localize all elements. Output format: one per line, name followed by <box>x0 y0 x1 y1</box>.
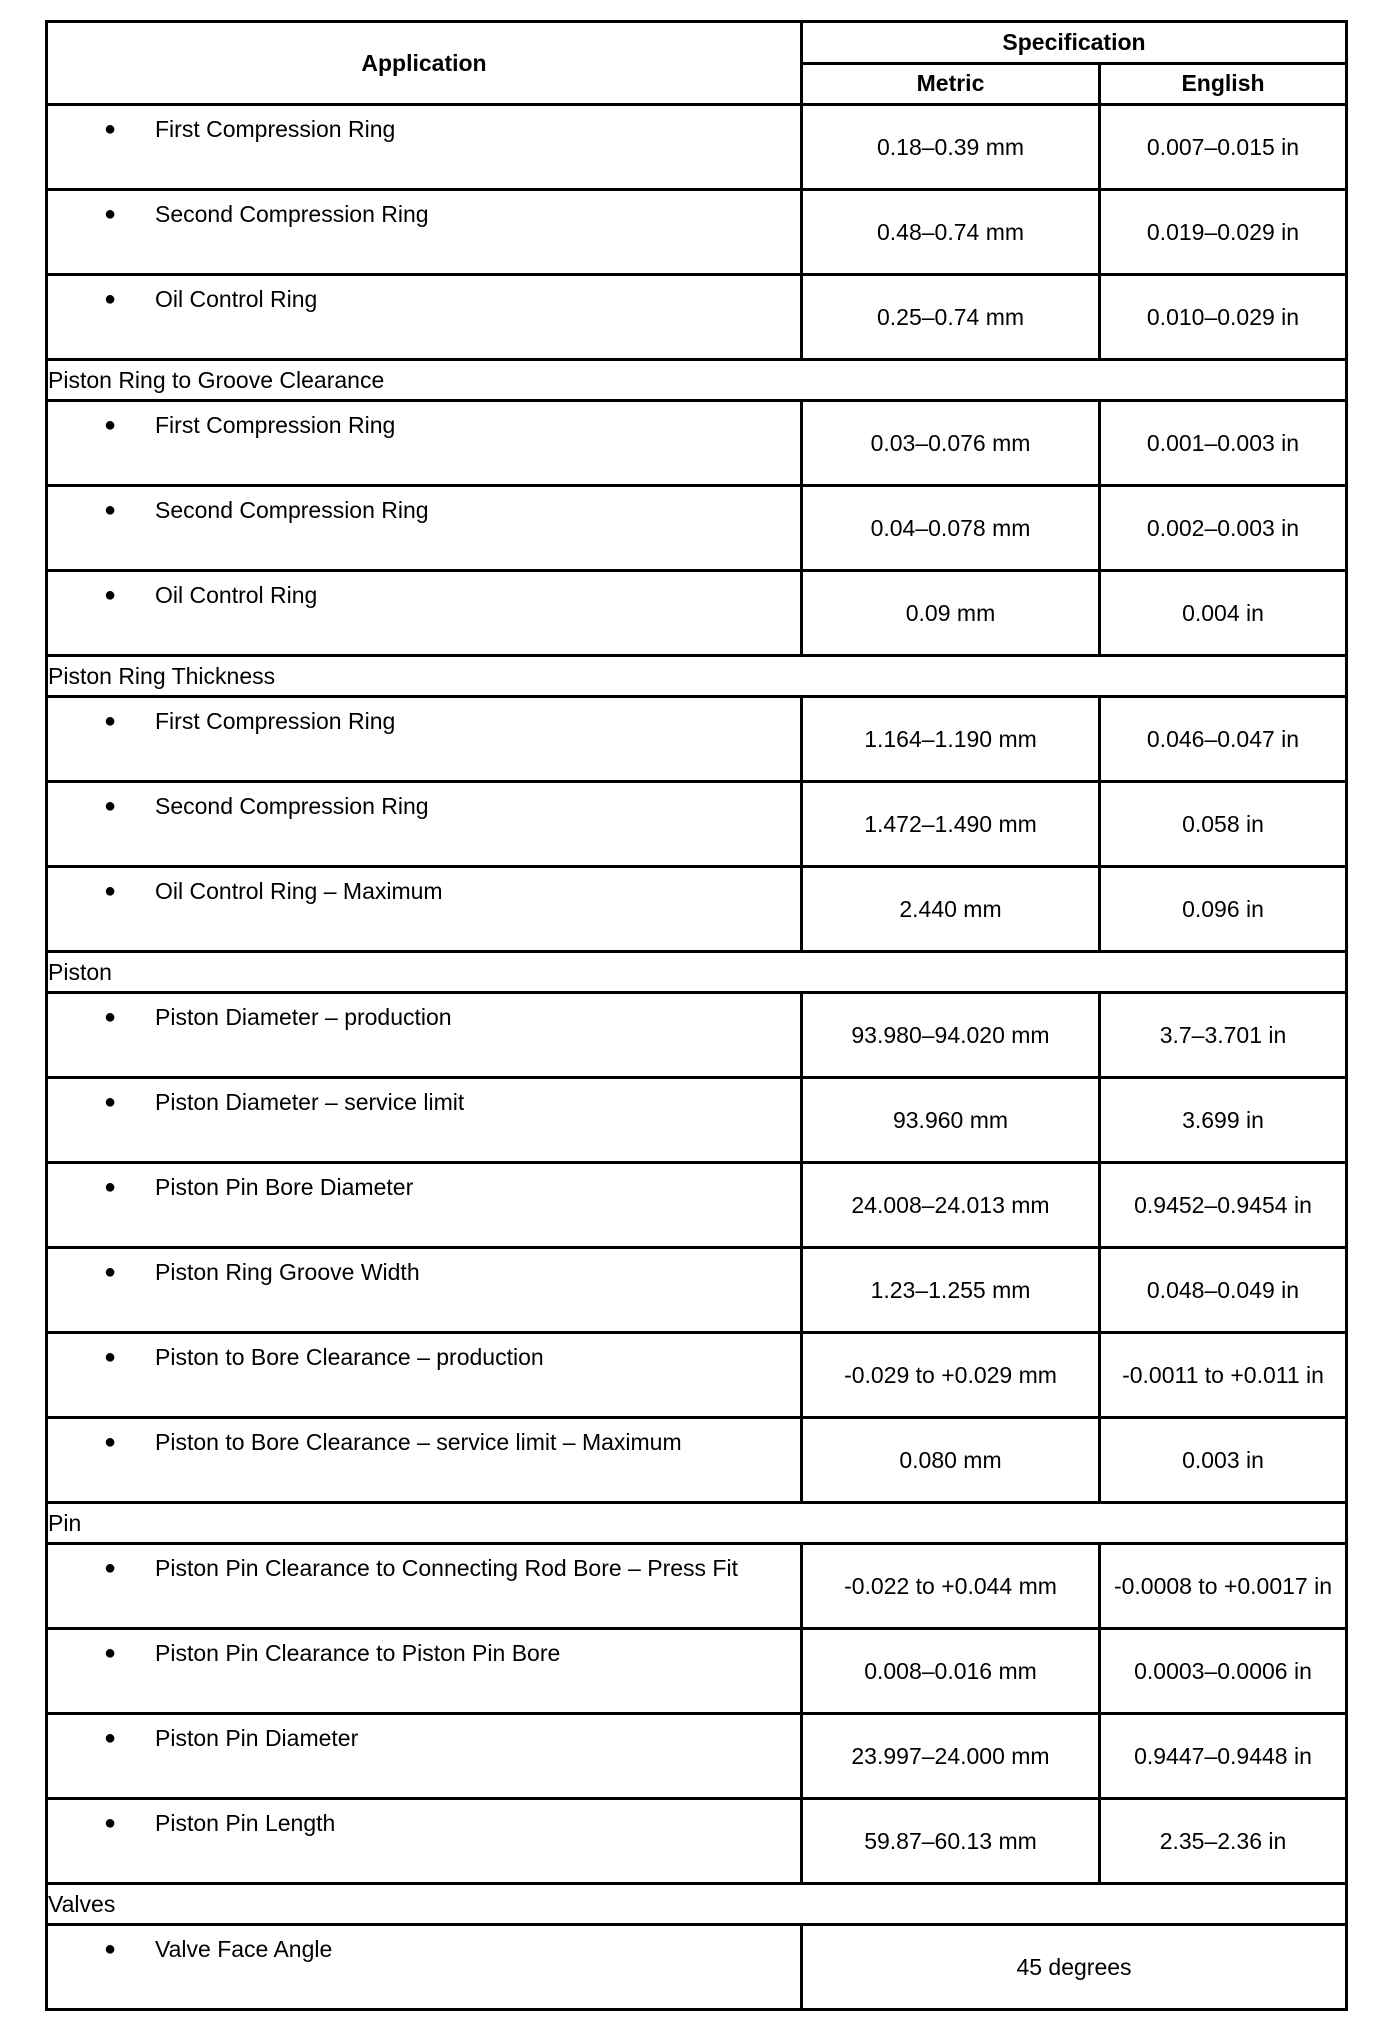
application-label: Second Compression Ring <box>155 497 429 523</box>
english-value: 0.9452–0.9454 in <box>1100 1163 1347 1248</box>
metric-value: 59.87–60.13 mm <box>802 1799 1100 1884</box>
specification-value: 45 degrees <box>802 1925 1347 2010</box>
english-header: English <box>1100 63 1347 105</box>
application-label: Piston Pin Clearance to Connecting Rod Bore – Press Fit <box>155 1555 738 1581</box>
application-cell <box>47 1418 802 1503</box>
bullet-icon: ● <box>104 1727 117 1749</box>
english-value: 0.007–0.015 in <box>1100 105 1347 190</box>
application-cell <box>47 1714 802 1799</box>
metric-value: 0.18–0.39 mm <box>802 105 1100 190</box>
section-row <box>47 360 1347 401</box>
section-row <box>47 1503 1347 1544</box>
table-row <box>47 105 1347 190</box>
application-cell <box>47 697 802 782</box>
application-cell <box>47 1925 802 2010</box>
bullet-icon: ● <box>104 1812 117 1834</box>
application-label: Piston Pin Clearance to Piston Pin Bore <box>155 1640 561 1666</box>
application-label: Oil Control Ring – Maximum <box>155 878 443 904</box>
english-value: 0.003 in <box>1100 1418 1347 1503</box>
metric-value: 2.440 mm <box>802 867 1100 952</box>
metric-value: 1.164–1.190 mm <box>802 697 1100 782</box>
application-label: Piston Pin Length <box>155 1810 336 1836</box>
table-body <box>47 105 1347 2010</box>
section-title: Piston Ring to Groove Clearance <box>47 360 1347 401</box>
application-cell <box>47 401 802 486</box>
table-row <box>47 1163 1347 1248</box>
application-cell <box>47 1248 802 1333</box>
application-label: Oil Control Ring <box>155 286 318 312</box>
table-row <box>47 1333 1347 1418</box>
table-row <box>47 1714 1347 1799</box>
table-row <box>47 1248 1347 1333</box>
metric-value: 0.03–0.076 mm <box>802 401 1100 486</box>
bullet-icon: ● <box>104 584 117 606</box>
application-label: First Compression Ring <box>155 412 396 438</box>
application-cell <box>47 275 802 360</box>
bullet-icon: ● <box>104 1261 117 1283</box>
table-row <box>47 1629 1347 1714</box>
application-cell <box>47 1544 802 1629</box>
section-row <box>47 656 1347 697</box>
bullet-icon: ● <box>104 1431 117 1453</box>
english-value: 0.001–0.003 in <box>1100 401 1347 486</box>
english-value: 0.046–0.047 in <box>1100 697 1347 782</box>
specification-table <box>45 20 1348 2011</box>
english-value: 0.010–0.029 in <box>1100 275 1347 360</box>
table-row <box>47 1418 1347 1503</box>
section-row <box>47 952 1347 993</box>
application-label: Valve Face Angle <box>155 1936 333 1962</box>
bullet-icon: ● <box>104 1346 117 1368</box>
table-row <box>47 697 1347 782</box>
application-label: Piston Diameter – service limit <box>155 1089 465 1115</box>
english-value: 2.35–2.36 in <box>1100 1799 1347 1884</box>
section-title: Piston <box>47 952 1347 993</box>
application-cell <box>47 1333 802 1418</box>
metric-header: Metric <box>802 63 1100 105</box>
bullet-icon: ● <box>104 710 117 732</box>
english-value: 0.004 in <box>1100 571 1347 656</box>
bullet-icon: ● <box>104 414 117 436</box>
table-row <box>47 1925 1347 2010</box>
metric-value: 0.09 mm <box>802 571 1100 656</box>
english-value: 0.058 in <box>1100 782 1347 867</box>
application-label: First Compression Ring <box>155 116 396 142</box>
metric-value: 0.04–0.078 mm <box>802 486 1100 571</box>
english-value: 0.019–0.029 in <box>1100 190 1347 275</box>
table-row <box>47 782 1347 867</box>
metric-value: 1.472–1.490 mm <box>802 782 1100 867</box>
application-cell <box>47 105 802 190</box>
application-label: Piston to Bore Clearance – production <box>155 1344 544 1370</box>
metric-value: 1.23–1.255 mm <box>802 1248 1100 1333</box>
metric-value: 93.960 mm <box>802 1078 1100 1163</box>
bullet-icon: ● <box>104 288 117 310</box>
table-row <box>47 275 1347 360</box>
application-label: Piston to Bore Clearance – service limit – Maximum <box>155 1429 682 1455</box>
application-label: Second Compression Ring <box>155 201 429 227</box>
english-value: -0.0008 to +0.0017 in <box>1100 1544 1347 1629</box>
application-cell <box>47 867 802 952</box>
english-value: 0.0003–0.0006 in <box>1100 1629 1347 1714</box>
application-cell <box>47 190 802 275</box>
bullet-icon: ● <box>104 118 117 140</box>
metric-value: 0.25–0.74 mm <box>802 275 1100 360</box>
bullet-icon: ● <box>104 1176 117 1198</box>
application-cell <box>47 1799 802 1884</box>
application-label: Piston Pin Diameter <box>155 1725 359 1751</box>
section-title: Pin <box>47 1503 1347 1544</box>
metric-value: -0.022 to +0.044 mm <box>802 1544 1100 1629</box>
bullet-icon: ● <box>104 1006 117 1028</box>
section-row <box>47 1884 1347 1925</box>
application-label: Second Compression Ring <box>155 793 429 819</box>
application-label: Piston Diameter – production <box>155 1004 452 1030</box>
english-value: 3.7–3.701 in <box>1100 993 1347 1078</box>
application-cell <box>47 1163 802 1248</box>
table-row <box>47 571 1347 656</box>
table-row <box>47 486 1347 571</box>
metric-value: 0.080 mm <box>802 1418 1100 1503</box>
application-cell <box>47 1629 802 1714</box>
english-value: 0.9447–0.9448 in <box>1100 1714 1347 1799</box>
table-row <box>47 190 1347 275</box>
application-cell <box>47 571 802 656</box>
table-row <box>47 1799 1347 1884</box>
application-label: Piston Ring Groove Width <box>155 1259 420 1285</box>
english-value: -0.0011 to +0.011 in <box>1100 1333 1347 1418</box>
metric-value: -0.029 to +0.029 mm <box>802 1333 1100 1418</box>
bullet-icon: ● <box>104 880 117 902</box>
application-cell <box>47 993 802 1078</box>
section-title: Valves <box>47 1884 1347 1925</box>
metric-value: 0.48–0.74 mm <box>802 190 1100 275</box>
english-value: 0.048–0.049 in <box>1100 1248 1347 1333</box>
table-row <box>47 867 1347 952</box>
metric-value: 93.980–94.020 mm <box>802 993 1100 1078</box>
application-cell <box>47 486 802 571</box>
english-value: 0.096 in <box>1100 867 1347 952</box>
application-cell <box>47 1078 802 1163</box>
metric-value: 24.008–24.013 mm <box>802 1163 1100 1248</box>
application-label: Oil Control Ring <box>155 582 318 608</box>
application-cell <box>47 782 802 867</box>
bullet-icon: ● <box>104 1557 117 1579</box>
table-row <box>47 1078 1347 1163</box>
bullet-icon: ● <box>104 795 117 817</box>
bullet-icon: ● <box>104 499 117 521</box>
metric-value: 0.008–0.016 mm <box>802 1629 1100 1714</box>
table-row <box>47 1544 1347 1629</box>
bullet-icon: ● <box>104 203 117 225</box>
bullet-icon: ● <box>104 1642 117 1664</box>
metric-value: 23.997–24.000 mm <box>802 1714 1100 1799</box>
application-label: Piston Pin Bore Diameter <box>155 1174 414 1200</box>
application-label: First Compression Ring <box>155 708 396 734</box>
english-value: 3.699 in <box>1100 1078 1347 1163</box>
english-value: 0.002–0.003 in <box>1100 486 1347 571</box>
table-row <box>47 993 1347 1078</box>
section-title: Piston Ring Thickness <box>47 656 1347 697</box>
specification-header: Specification <box>802 22 1347 64</box>
application-header: Application <box>47 22 802 105</box>
table-row <box>47 401 1347 486</box>
bullet-icon: ● <box>104 1938 117 1960</box>
bullet-icon: ● <box>104 1091 117 1113</box>
